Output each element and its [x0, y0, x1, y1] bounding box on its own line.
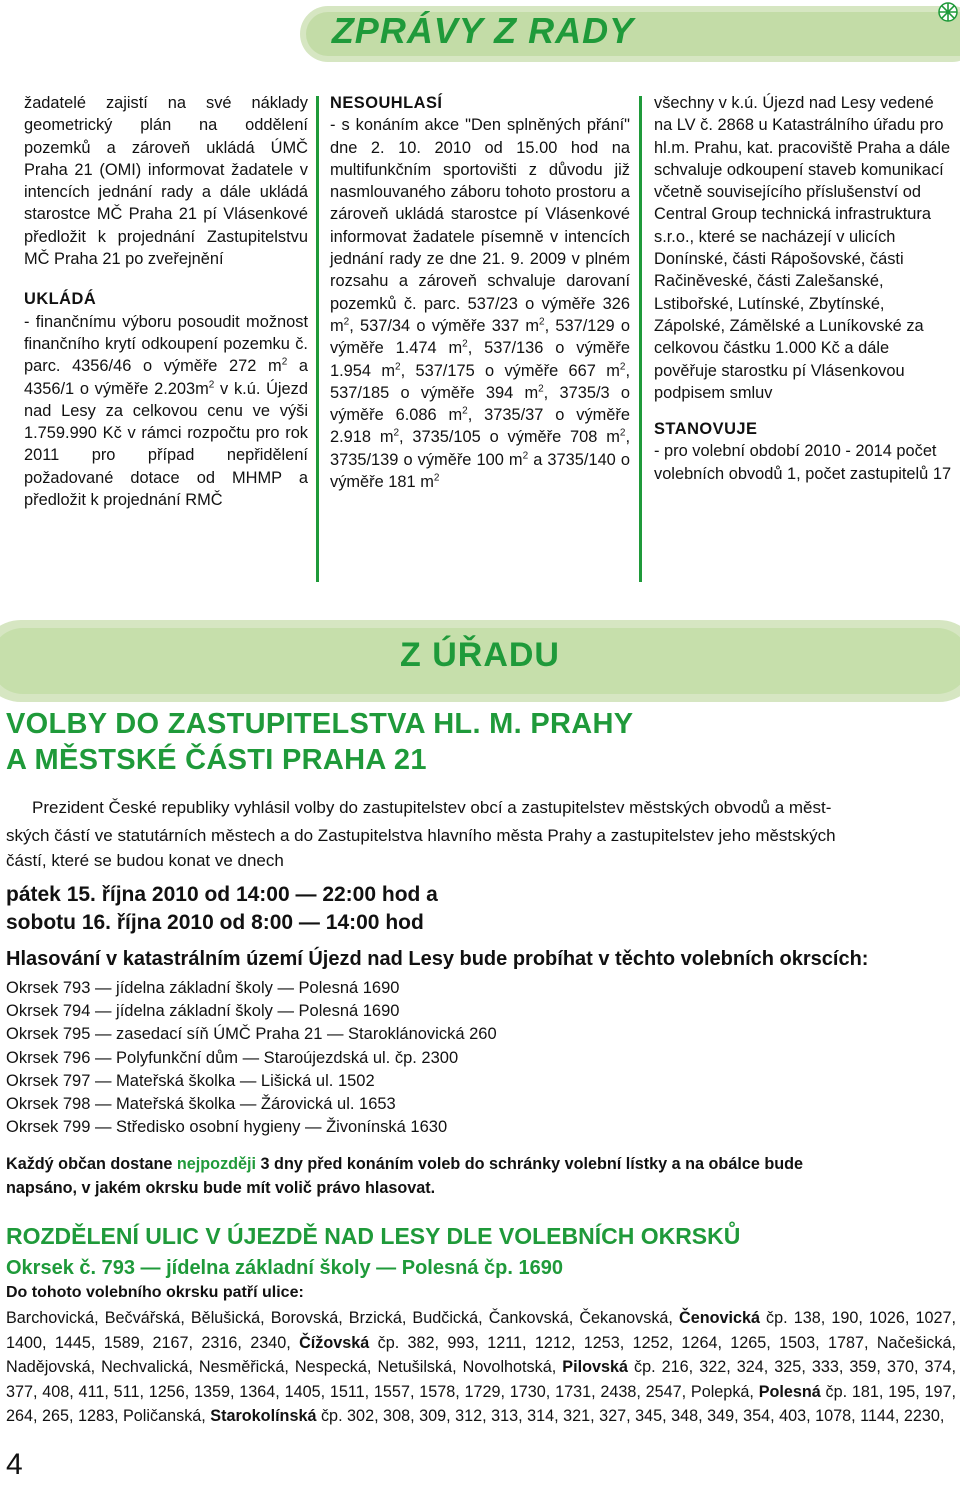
article-intro-line1: Prezident České republiky vyhlásil volby do zastupitelstev obcí a zastupitelstev městských obvodů a měst-: [32, 798, 832, 817]
ulice-label: Do tohoto volebního okrsku patří ulice:: [6, 1284, 304, 1301]
ulice-list: Barchovická, Bečvářská, Bělušická, Borovská, Brzická, Budčická, Čankovská, Čekanovská, Čenovická čp. 138, 190, 1026, 1027, 1400, 1445, 1589, 2167, 2316, 2340, Čížovská čp. 382, 993, 1211, 1212, 1253, 1252, 1264, 1265, 1503, 1787, Načešická, Nadějovská, Nechvalická, Nesměřická, Nespecká, Netušilská, Novolhotská, Pilovská čp. 216, 322, 324, 325, 333, 359, 370, 374, 377, 408, 411, 511, 1256, 1359, 1364, 1405, 1511, 1557, 1578, 1729, 1730, 1731, 2438, 2547, Polepká, Polesná čp. 181, 195, 197, 264, 265, 1283, Poličanská, Starokolínská čp. 302, 308, 309, 312, 313, 314, 321, 327, 345, 348, 349, 354, 403, 1078, 1144, 2230,: [6, 1309, 957, 1426]
page-section-title: ZPRÁVY Z RADY: [331, 10, 635, 51]
article-title-line1: VOLBY DO ZASTUPITELSTVA HL. M. PRAHY: [6, 708, 634, 740]
list-item: Okrsek 796 — Polyfunkční dům — Staroújezdská ul. čp. 2300: [6, 1048, 459, 1067]
column-divider: [639, 96, 642, 582]
col1-heading-uklada: UKLÁDÁ: [24, 290, 97, 309]
ballot-note: Každý občan dostane nejpozději 3 dny před konáním voleb do schránky volební lístky a na obálce bude napsáno, v jakém okrsku bude mít volič právo hlasovat.: [6, 1155, 803, 1197]
col3-heading-stanovuje: STANOVUJE: [654, 420, 758, 439]
list-item: Okrsek 799 — Středisko osobní hygieny — Živonínská 1630: [6, 1118, 448, 1137]
list-item: Okrsek 797 — Mateřská školka — Lišická ul. 1502: [6, 1071, 375, 1090]
election-date-2: sobotu 16. října 2010 od 8:00 — 14:00 hod: [6, 911, 424, 934]
pinwheel-icon: [938, 2, 958, 22]
col2-heading-nesouhlasi: NESOUHLASÍ: [330, 94, 443, 112]
col1-intro: žadatelé zajistí na své náklady geometrický plán na oddělení pozemků a zároveň ukládá ÚMČ Praha 21 (OMI) informovat žadatele v intencích jednání rady a dále ukládá starostce MČ Praha 21 pí Vlásenkové předložit k projednání Zastupitelstvu MČ Praha 21 po zveřejnění: [24, 94, 308, 269]
column-right: [654, 92, 954, 485]
col1-uklada-text: - finančnímu výboru posoudit možnost finančního krytí odkoupení pozemku č. parc. 4356/46 o výměře 272 $m^2$ a 4356/1 o výměře $2.203m^2$ v k.ú. Újezd nad Lesy za celkovou cenu ve výši 1.759.990 Kč v rámci rozpočtu pro rok 2011 pro případ nepřidělení požadované dotace od MHMP a předložit k projednání RMČ: [24, 312, 308, 510]
column-divider: [316, 96, 319, 582]
article-intro-line3: částí, které se budou konat ve dnech: [6, 851, 284, 870]
list-item: Okrsek 795 — zasedací síň ÚMČ Praha 21 — Staroklánovická 260: [6, 1025, 497, 1044]
article-title-line2: A MĚSTSKÉ ČÁSTI PRAHA 21: [6, 744, 427, 776]
list-item: Okrsek 798 — Mateřská školka — Žárovická ul. 1653: [6, 1095, 396, 1114]
okrsek-793-heading: Okrsek č. 793 — jídelna základní školy — Polesná čp. 1690: [6, 1257, 563, 1279]
column-left: [24, 92, 308, 511]
election-date-1: pátek 15. října 2010 od 14:00 — 22:00 hod a: [6, 883, 438, 906]
section-title: Z ÚŘADU: [400, 636, 560, 674]
column-middle: [330, 92, 630, 493]
okrsky-list: [6, 977, 497, 1139]
article-intro-line2: ských částí ve statutárních městech a do Zastupitelstva hlavního města Prahy a zastupitelstev jeho městských: [6, 826, 836, 845]
rozdeleni-heading: ROZDĚLENÍ ULIC V ÚJEZDĚ NAD LESY DLE VOLEBNÍCH OKRSKŮ: [6, 1223, 741, 1249]
hlasovani-heading: Hlasování v katastrálním území Újezd nad Lesy bude probíhat v těchto volebních okrscích:: [6, 948, 869, 970]
list-item: Okrsek 794 — jídelna základní školy — Polesná 1690: [6, 1002, 400, 1021]
page-number: 4: [6, 1448, 23, 1481]
col2-text: - s konáním akce "Den splněných přání" dne 2. 10. 2010 od 15.00 hod na multifunkčním sportovišti z důvodu již nasmlouvaného záboru tohoto prostoru a zároveň ukládá starostce pí Vlásenkové informovat žadatele písemně v intencích jednání rady ze dne 21. 9. 2009 v plném rozsahu a zároveň schvaluje darovaní pozemků č. parc. 537/23 o výměře 326 $m^2$, 537/34 o výměře 337 $m^2$, 537/129 o výměře 1.474 $m^2$, 537/136 o výměře 1.954 $m^2$, 537/175 o výměře 667 $m^2$, 537/185 o výměře 394 $m^2$, 3735/3 o výměře 6.086 $m^2$, 3735/37 o výměře 2.918 $m^2$, 3735/105 o výměře 708 $m^2$, 3735/139 o výměře 100 $m^2$ a 3735/140 o výměře 181 $m^2$: [330, 116, 631, 492]
col3-text: všechny v k.ú. Újezd nad Lesy vedené na LV č. 2868 u Katastrálního úřadu pro hl.m. Prahu, kat. pracoviště Praha a dále schvaluje odkoupení staveb komunikací včetně souvisejícího příslušenství od Central Group technická infrastruktura s.r.o., které se nacházejí v ulicích Donínské, části Rápošovské, části Račiněveské, části Zalešanské, Lstibořské, Lutínské, Zbytínské, Zápolské, Zámělské a Luníkovské za celkovou částku 1.000 Kč a dále pověřuje starostku pí Vlásenkovou podpisem smluv: [654, 94, 951, 402]
col3-text-stanovuje: - pro volební období 2010 - 2014 počet volebních obvodů 1, počet zastupitelů 17: [654, 442, 952, 483]
list-item: Okrsek 793 — jídelna základní školy — Polesná 1690: [6, 979, 400, 997]
